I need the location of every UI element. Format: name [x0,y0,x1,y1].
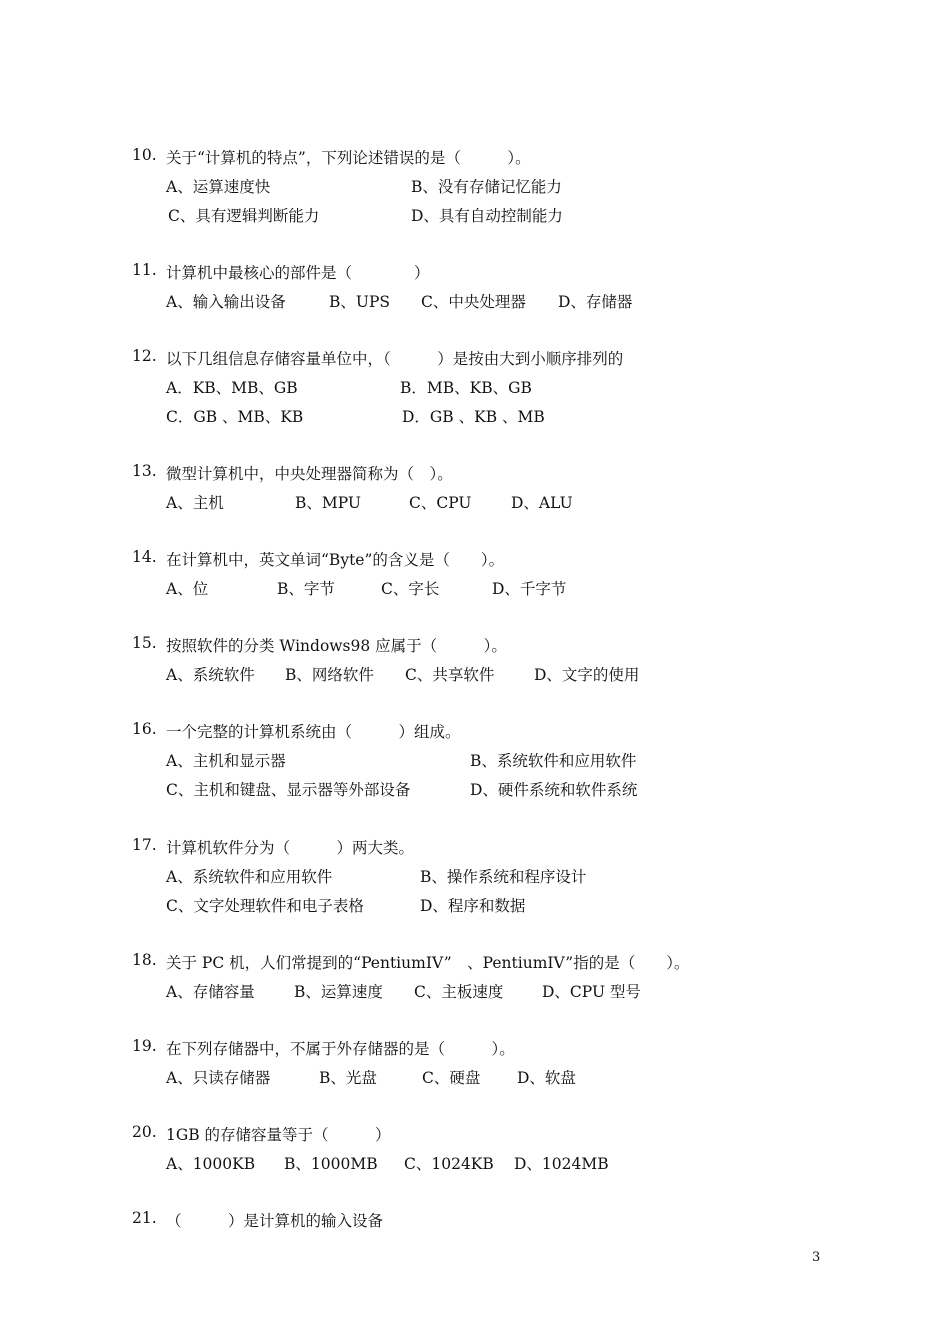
option-b: B、系统软件和应用软件 [470,752,637,770]
option-d: D、1024MB [514,1155,609,1173]
option-b: B、操作系统和程序设计 [420,868,587,886]
option-c: C、具有逻辑判断能力 [168,207,320,225]
question-stem: （ ）是计算机的输入设备 [166,1212,384,1230]
question-stem: 计算机中最核心的部件是（ ） [166,264,430,282]
option-d: D、千字节 [492,580,567,598]
question-stem: 1GB 的存储容量等于（ ） [166,1126,391,1144]
question-number: 20. [132,1123,157,1141]
question-stem: 微型计算机中，中央处理器简称为（ ）。 [166,465,453,483]
question-stem: 在计算机中，英文单词“Byte”的含义是（ ）。 [166,551,505,569]
option-d: D、存储器 [558,293,633,311]
option-a: A、运算速度快 [166,178,271,196]
option-a: A、1000KB [166,1155,256,1173]
option-c: C、中央处理器 [421,293,526,311]
option-b: B、运算速度 [294,983,383,1001]
option-d: D、硬件系统和软件系统 [470,781,638,799]
option-d: D．GB 、KB 、MB [402,408,545,426]
option-c: C、硬盘 [422,1069,481,1087]
option-d: D、程序和数据 [420,897,526,915]
option-b: B、字节 [277,580,335,598]
question-number: 18. [132,951,157,969]
option-b: B、1000MB [284,1155,378,1173]
option-a: A、输入输出设备 [166,293,286,311]
question-number: 19. [132,1037,157,1055]
question-number: 21. [132,1209,157,1227]
question-number: 17. [132,836,157,854]
question-stem: 按照软件的分类 Windows98 应属于（ ）。 [166,637,507,655]
option-d: D、软盘 [517,1069,576,1087]
option-d: D、ALU [511,494,573,512]
option-a: A、存储容量 [166,983,255,1001]
option-c: C、1024KB [404,1155,494,1173]
option-a: A、位 [166,580,209,598]
question-number: 10. [132,146,157,164]
option-d: D、具有自动控制能力 [411,207,563,225]
option-a: A、主机和显示器 [166,752,286,770]
option-b: B、UPS [329,293,391,311]
question-stem: 关于“计算机的特点”，下列论述错误的是（ ）。 [166,149,531,167]
question-stem: 以下几组信息存储容量单位中，（ ）是按由大到小顺序排列的 [166,350,624,368]
option-a: A、主机 [166,494,224,512]
option-a: A、系统软件和应用软件 [166,868,333,886]
question-stem: 计算机软件分为（ ）两大类。 [166,839,415,857]
question-stem: 在下列存储器中，不属于外存储器的是（ ）。 [166,1040,515,1058]
option-c: C、CPU [409,494,472,512]
option-b: B、光盘 [319,1069,377,1087]
option-b: B、MPU [295,494,361,512]
question-stem: 一个完整的计算机系统由（ ）组成。 [166,723,461,741]
question-number: 14. [132,548,157,566]
option-c: C、文字处理软件和电子表格 [166,897,364,915]
option-b: B．MB、KB、GB [400,379,532,397]
page-number: 3 [812,1250,821,1265]
option-c: C、字长 [381,580,440,598]
option-a: A．KB、MB、GB [166,379,298,397]
option-d: D、文字的使用 [534,666,640,684]
option-b: B、网络软件 [285,666,374,684]
option-a: A、系统软件 [166,666,255,684]
question-number: 15. [132,634,157,652]
question-stem: 关于 PC 机，人们常提到的“PentiumIV” 、PentiumIV”指的是（ ）。 [166,954,690,972]
option-c: C、主板速度 [414,983,504,1001]
option-c: C．GB 、MB、KB [166,408,304,426]
question-number: 11. [132,261,157,279]
option-c: C、共享软件 [405,666,495,684]
question-number: 16. [132,720,157,738]
option-c: C、主机和键盘、显示器等外部设备 [166,781,411,799]
option-b: B、没有存储记忆能力 [411,178,562,196]
option-d: D、CPU 型号 [542,983,641,1001]
option-a: A、只读存储器 [166,1069,271,1087]
question-number: 13. [132,462,157,480]
question-number: 12. [132,347,157,365]
